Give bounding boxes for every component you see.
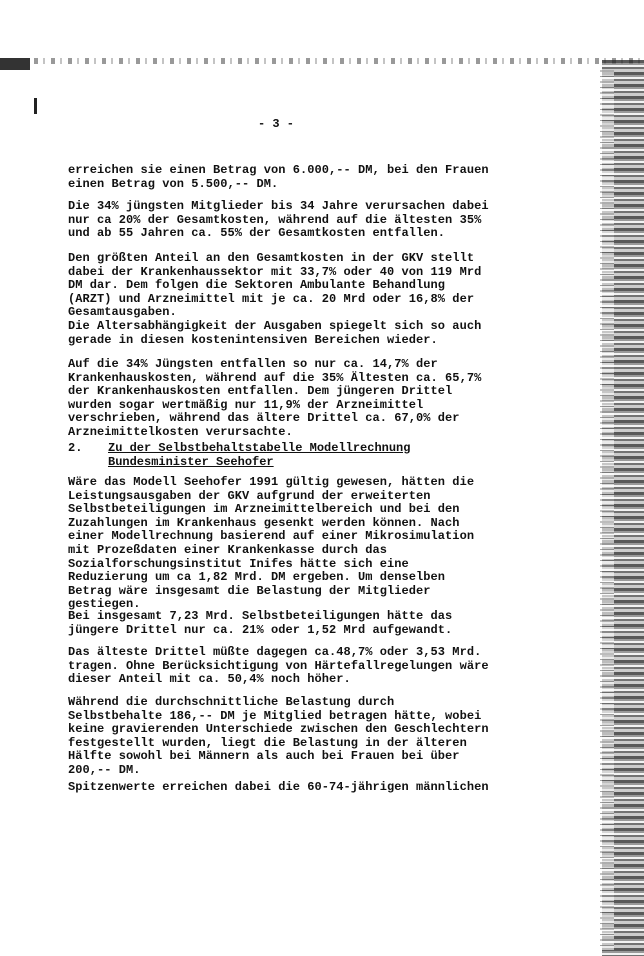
scan-mark — [34, 98, 37, 114]
scan-corner-mark — [0, 58, 30, 70]
section-title: Zu der Selbstbehaltstabelle Modellrechnung Bundesminister Seehofer — [108, 441, 411, 469]
paragraph: Auf die 34% Jüngsten entfallen so nur ca. 14,7% der Krankenhauskosten, während auf die 35% Ältesten ca. 65,7% der Krankenhauskosten entfallen. Dem jüngeren Drittel wurden sogar wertmäßig nur 11,9% der Arzneimittel verschrieben, während das ältere Drittel ca. 67,0% der Arzneimittelkosten verursachte. — [68, 357, 482, 439]
paragraph: Spitzenwerte erreichen dabei die 60-74-jährigen männlichen — [68, 780, 489, 794]
paragraph: Bei insgesamt 7,23 Mrd. Selbstbeteiligungen hätte das jüngere Drittel nur ca. 21% oder 1,52 Mrd aufgewandt. — [68, 609, 453, 637]
paragraph: Wäre das Modell Seehofer 1991 gültig gewesen, hätten die Leistungsausgaben der GKV aufgrund der erweiterten Selbstbeteiligungen im Arzneimittelbereich und bei den Zuzahlungen im Krankenhaus gesenkt werden können. Nach einer Modellrechnung basierend auf einer Mikrosimulation mit Prozeßdaten einer Krankenkasse durch das Sozialforschungsinstitut Inifes hätte sich eine Reduzierung um ca 1,82 Mrd. DM ergeben. Um denselben Betrag wäre insgesamt die Belastung der Mitglieder gestiegen. — [68, 475, 475, 612]
paragraph: Das älteste Drittel müßte dagegen ca.48,7% oder 3,53 Mrd. tragen. Ohne Berücksichtigung von Härtefallregelungen wäre dieser Anteil mit ca. 50,4% noch höher. — [68, 645, 489, 687]
page-number: - 3 - — [258, 117, 295, 131]
paragraph: erreichen sie einen Betrag von 6.000,-- DM, bei den Frauen einen Betrag von 5.500,-- DM. — [68, 163, 489, 191]
scan-edge-top — [0, 58, 644, 64]
paragraph: Die 34% jüngsten Mitglieder bis 34 Jahre verursachen dabei nur ca 20% der Gesamtkosten, während auf die ältesten 35% und ab 55 Jahren ca. 55% der Gesamtkosten entfallen. — [68, 199, 489, 241]
paragraph: Die Altersabhängigkeit der Ausgaben spiegelt sich so auch gerade in diesen kostenintensiven Bereichen wieder. — [68, 319, 482, 347]
paragraph: Während die durchschnittliche Belastung durch Selbstbehalte 186,-- DM je Mitglied betragen hätte, wobei keine gravierenden Unterschiede zwischen den Geschlechtern festgestellt wurden, liegt die Belastung in der älteren Hälfte sowohl bei Männern als auch bei Frauen bei über 200,-- DM. — [68, 695, 489, 777]
section-number: 2. — [68, 441, 83, 455]
paragraph: Den größten Anteil an den Gesamtkosten in der GKV stellt dabei der Krankenhaussektor mit 33,7% oder 40 von 119 Mrd DM dar. Dem folgen die Sektoren Ambulante Behandlung (ARZT) und Arzneimittel mit je ca. 20 Mrd oder 16,8% der Gesamtausgaben. — [68, 251, 482, 320]
scan-edge-right-inner — [600, 70, 614, 950]
